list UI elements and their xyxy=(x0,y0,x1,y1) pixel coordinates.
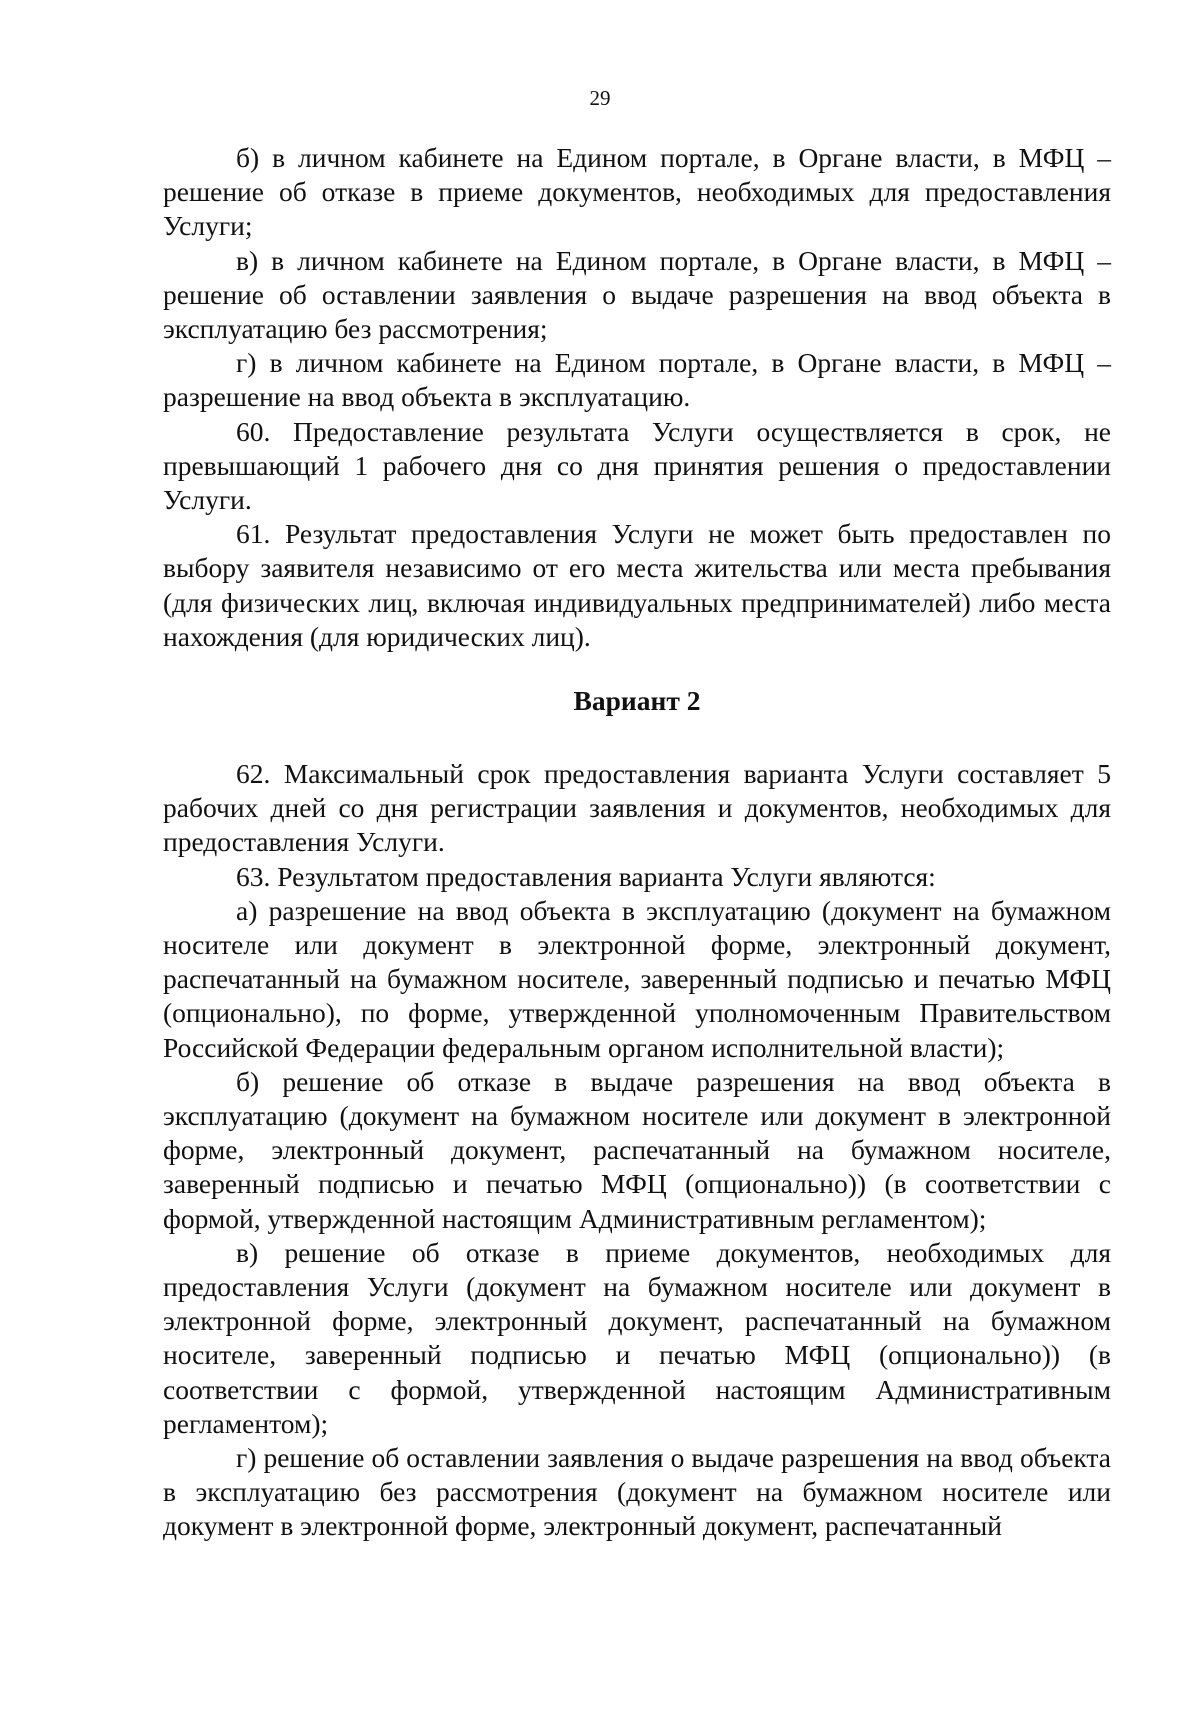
paragraph-63-g: г) решение об оставлении заявления о выдаче разрешения на ввод объекта в эксплуатацию без рассмотрения (документ на бумажном носителе или документ в электронной форме, электронный документ, распечатанный xyxy=(163,1442,1111,1542)
paragraph-63-v: в) решение об отказе в приеме документов, необходимых для предоставления Услуги (документ на бумажном носителе или документ в электронной форме, электронный документ, распечатанный на бумажном носителе, заверенный подписью и печатью МФЦ (опционально)) (в соответствии с формой, утвержденной настоящим Административным регламентом); xyxy=(163,1236,1111,1439)
paragraph-b-result-refusal-reception: б) в личном кабинете на Едином портале, в Органе власти, в МФЦ – решение об отказе в приеме документов, необходимых для предоставления Услуги; xyxy=(163,142,1111,242)
paragraph-g-result-permission: г) в личном кабинете на Едином портале, в Органе власти, в МФЦ – разрешение на ввод объекта в эксплуатацию. xyxy=(163,347,1111,413)
paragraph-63: 63. Результатом предоставления варианта Услуги являются: xyxy=(236,860,936,892)
paragraph-61: 61. Результат предоставления Услуги не может быть предоставлен по выбору заявителя независимо от его места жительства или места пребывания (для физических лиц, включая индивидуальных предпринимателей) либо места нахождения (для юридических лиц). xyxy=(163,518,1111,652)
section-two xyxy=(163,757,1111,1544)
section-heading-variant-2: Вариант 2 xyxy=(573,685,701,716)
section-one xyxy=(163,141,1111,654)
paragraph-60: 60. Предоставление результата Услуги осуществляется в срок, не превышающий 1 рабочего дня со дня принятия решения о предоставлении Услуги. xyxy=(163,415,1111,516)
paragraph-63-a: а) разрешение на ввод объекта в эксплуатацию (документ на бумажном носителе или документ в электронной форме, электронный документ, распечатанный на бумажном носителе, заверенный подписью и печатью МФЦ (опционально), по форме, утвержденной уполномоченным Правительством Российской Федерации федеральным органом исполнительной власти); xyxy=(163,894,1111,1063)
paragraph-v-result-without-consideration: в) в личном кабинете на Едином портале, в Органе власти, в МФЦ – решение об оставлении заявления о выдаче разрешения на ввод объекта в эксплуатацию без рассмотрения; xyxy=(163,244,1111,345)
paragraph-63-b: б) решение об отказе в выдаче разрешения на ввод объекта в эксплуатацию (документ на бумажном носителе или документ в электронной форме, электронный документ, распечатанный на бумажном носителе, заверенный подписью и печатью МФЦ (опционально)) (в соответствии с формой, утвержденной настоящим Административным регламентом); xyxy=(163,1065,1111,1234)
page-number: 29 xyxy=(589,86,611,110)
paragraph-62: 62. Максимальный срок предоставления варианта Услуги составляет 5 рабочих дней со дня регистрации заявления и документов, необходимых для предоставления Услуги. xyxy=(163,758,1111,858)
